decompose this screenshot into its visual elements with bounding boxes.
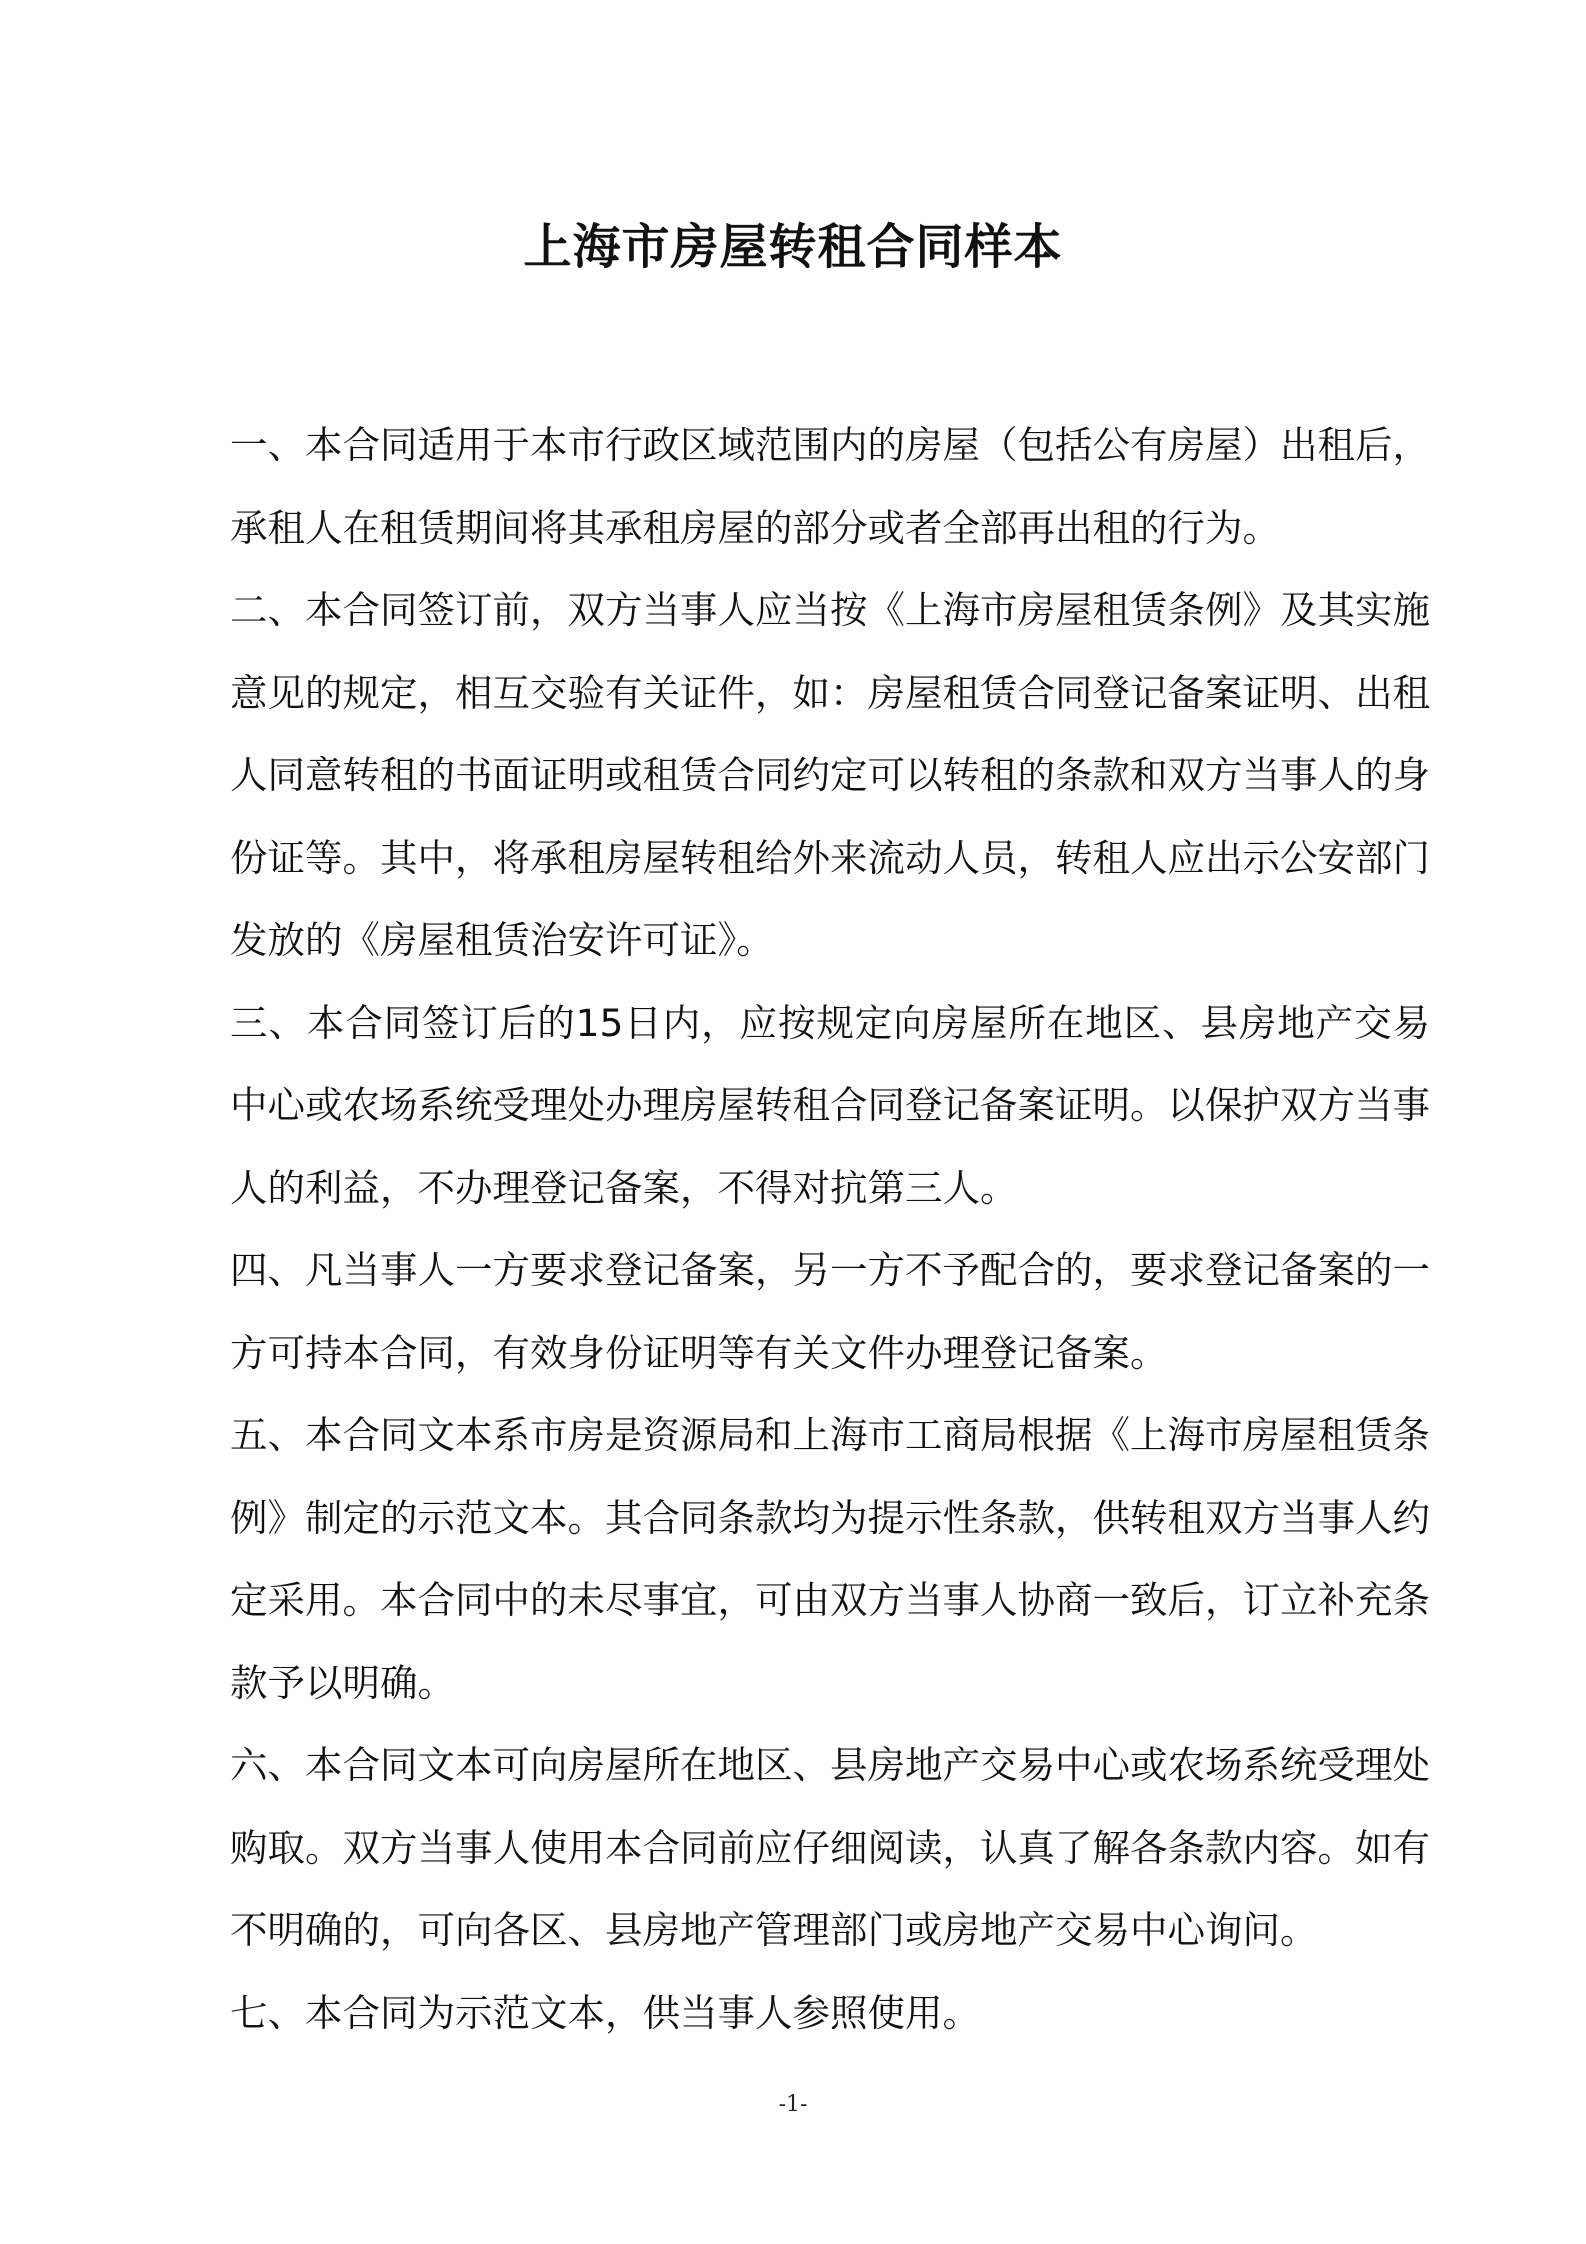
document-title: 上海市房屋转租合同样本 [523, 219, 1063, 275]
clause-7: 七、本合同为示范文本，供当事人参照使用。 [230, 1990, 980, 2035]
clause-3: 三、本合同签订后的15日内，应按规定向房屋所在地区、县房地产交易中心或农场系统受理处办理房屋转租合同登记备案证明。以保护双方当事人的利益，不办理登记备案，不得对抗第三人。 [230, 1000, 1430, 1210]
clause-5: 五、本合同文本系市房是资源局和上海市工商局根据《上海市房屋租赁条例》制定的示范文本。其合同条款均为提示性条款，供转租双方当事人约定采用。本合同中的未尽事宜，可由双方当事人协商一致后，订立补充条款予以明确。 [230, 1413, 1430, 1705]
page-number: -1- [778, 2092, 808, 2117]
clause-1: 一、本合同适用于本市行政区域范围内的房屋（包括公有房屋）出租后，承租人在租赁期间将其承租房屋的部分或者全部再出租的行为。 [230, 423, 1430, 550]
document-body [230, 404, 1430, 2054]
clause-2: 二、本合同签订前，双方当事人应当按《上海市房屋租赁条例》及其实施意见的规定，相互交验有关证件，如：房屋租赁合同登记备案证明、出租人同意转租的书面证明或租赁合同约定可以转租的条款和双方当事人的身份证等。其中，将承租房屋转租给外来流动人员，转租人应出示公安部门发放的《房屋租赁治安许可证》。 [230, 588, 1430, 962]
clause-4: 四、凡当事人一方要求登记备案，另一方不予配合的，要求登记备案的一方可持本合同，有效身份证明等有关文件办理登记备案。 [230, 1248, 1430, 1375]
clause-6: 六、本合同文本可向房屋所在地区、县房地产交易中心或农场系统受理处购取。双方当事人使用本合同前应仔细阅读，认真了解各条款内容。如有不明确的，可向各区、县房地产管理部门或房地产交易中心询问。 [230, 1743, 1430, 1952]
